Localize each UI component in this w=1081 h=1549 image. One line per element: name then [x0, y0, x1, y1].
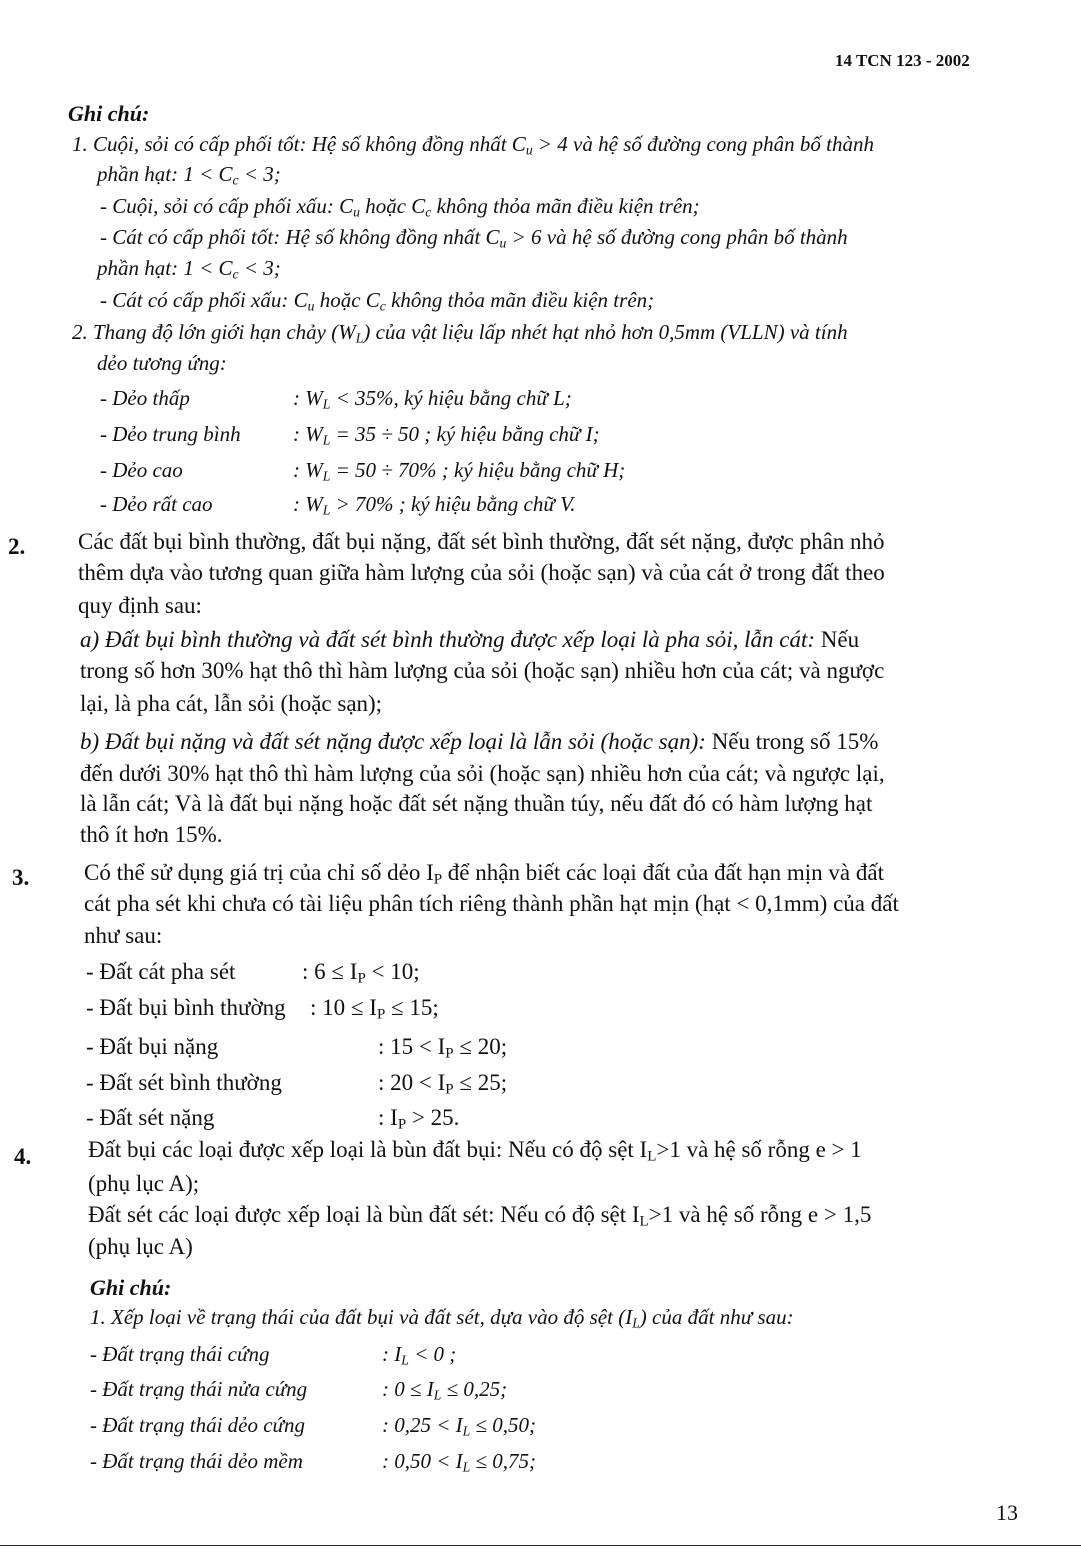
section-2-line-2: thêm dựa vào tương quan giữa hàm lượng của sỏi (hoặc sạn) và của cát ở trong đất theo: [78, 560, 885, 585]
state-label: - Đất trạng thái dẻo mềm: [90, 1449, 303, 1473]
section-2-line-1: Các đất bụi bình thường, đất bụi nặng, đất sét bình thường, đất sét nặng, được phân nhỏ: [78, 529, 885, 554]
section-2-b-line-4: thô ít hơn 15%.: [80, 822, 223, 847]
section-4-line-2: (phụ lục A);: [88, 1171, 200, 1196]
soil-type-label: - Đất sét bình thường: [86, 1070, 282, 1095]
plasticity-label: - Dẻo cao: [100, 458, 183, 482]
section-number: 4.: [14, 1144, 32, 1169]
soil-type-label: - Đất bụi bình thường: [86, 995, 286, 1020]
section-3-line-1: Có thể sử dụng giá trị của chỉ số dẻo $I_P$ để nhận biết các loại đất của đất hạn mịn và đất: [84, 860, 884, 888]
soil-type-value: : $10 \le I_P \le 15$;: [310, 995, 439, 1023]
state-label: - Đất trạng thái nửa cứng: [90, 1377, 308, 1401]
note-bullet-2-line-2: phần hạt: $1 < C_c < 3$;: [97, 256, 281, 282]
plasticity-label: - Dẻo trung bình: [100, 422, 241, 446]
soil-type-value: : $15 < I_P \le 20$;: [378, 1034, 508, 1062]
state-label: - Đất trạng thái cứng: [90, 1342, 270, 1366]
state-label: - Đất trạng thái dẻo cứng: [90, 1413, 306, 1437]
plasticity-label: - Dẻo rất cao: [100, 492, 213, 516]
section-2-b-line-1: b) Đất bụi nặng và đất sét nặng được xếp loại là lẫn sỏi (hoặc sạn): Nếu trong số 15%: [80, 729, 879, 754]
state-value: : $0 \le I_L \le 0,25$;: [382, 1377, 508, 1403]
note-bullet-2-line-1: - Cát có cấp phối tốt: Hệ số không đồng nhất $C_u > 6$ và hệ số đường cong phân bố thành: [100, 225, 848, 251]
note-item-1-line-2: phần hạt: $1 < C_c < 3$;: [97, 162, 281, 188]
section-number: 2.: [8, 534, 26, 559]
section-4-line-3: Đất sét các loại được xếp loại là bùn đất sét: Nếu có độ sệt $I_L>1$ và hệ số rỗng e > 1,5: [88, 1202, 872, 1230]
plasticity-value: : $W_L = 35 \div 50$ ; ký hiệu bằng chữ I;: [293, 422, 600, 448]
soil-type-value: : $20 < I_P \le 25$;: [378, 1070, 508, 1098]
section-3-line-3: như sau:: [84, 923, 163, 948]
section-4-line-4: (phụ lục A): [88, 1234, 193, 1259]
plasticity-label: - Dẻo thấp: [100, 386, 190, 410]
plasticity-value: : $W_L > 70\%$ ; ký hiệu bằng chữ V.: [293, 492, 576, 518]
plasticity-value: : $W_L < 35\%$, ký hiệu bằng chữ L;: [293, 386, 572, 412]
section-4-line-1: Đất bụi các loại được xếp loại là bùn đất bụi: Nếu có độ sệt $I_L>1$ và hệ số rỗng e > 1: [88, 1137, 862, 1165]
section-3-line-2: cát pha sét khi chưa có tài liệu phân tích riêng thành phần hạt mịn (hạt < 0,1mm) của đất: [84, 891, 899, 916]
soil-type-value: : $I_P > 25$.: [378, 1105, 460, 1133]
state-value: : $0,25 < I_L \le 0,50$;: [382, 1413, 537, 1439]
note-item-2-line-2: dẻo tương ứng:: [97, 351, 227, 375]
note-item-1-line-1: 1. Cuội, sỏi có cấp phối tốt: Hệ số không đồng nhất $C_u > 4$ và hệ số đường cong phân bố thành: [72, 132, 874, 158]
plasticity-value: : $W_L = 50 \div 70\%$ ; ký hiệu bằng chữ H;: [293, 458, 626, 484]
section-2-line-3: quy định sau:: [78, 593, 202, 618]
bottom-rule: [0, 1545, 1081, 1546]
soil-type-value: : $6 \le I_P < 10$;: [302, 959, 420, 987]
page-number: 13: [996, 1500, 1018, 1525]
state-value: : $I_L < 0$ ;: [382, 1342, 457, 1368]
section-2-a-line-1: a) Đất bụi bình thường và đất sét bình thường được xếp loại là pha sỏi, lẫn cát: Nếu: [80, 627, 860, 652]
note-bullet-3: - Cát có cấp phối xấu: $C_u$ hoặc $C_c$ không thỏa mãn điều kiện trên;: [100, 288, 655, 314]
document-code: 14 TCN 123 - 2002: [835, 51, 970, 70]
note-bullet-1: - Cuội, sỏi có cấp phối xấu: $C_u$ hoặc $C_c$ không thỏa mãn điều kiện trên;: [100, 194, 700, 220]
section-2-a-line-2: trong số hơn 30% hạt thô thì hàm lượng của sỏi (hoặc sạn) nhiều hơn của cát; và ngược: [80, 658, 885, 683]
soil-type-label: - Đất sét nặng: [86, 1105, 215, 1130]
section-2-b-line-3: là lẫn cát; Và là đất bụi nặng hoặc đất sét nặng thuần túy, nếu đất đó có hàm lượng hạt: [80, 791, 873, 816]
section-2-a-line-3: lại, là pha cát, lẫn sỏi (hoặc sạn);: [80, 691, 383, 716]
note-title: Ghi chú:: [90, 1275, 172, 1300]
state-value: : $0,50 < I_L \le 0,75$;: [382, 1449, 537, 1475]
soil-type-label: - Đất bụi nặng: [86, 1034, 219, 1059]
section-number: 3.: [12, 865, 30, 890]
section-2-b-line-2: đến dưới 30% hạt thô thì hàm lượng của sỏi (hoặc sạn) nhiều hơn của cát; và ngược lại,: [80, 761, 885, 786]
soil-type-label: - Đất cát pha sét: [86, 959, 236, 984]
note-title: Ghi chú:: [68, 101, 150, 126]
note-item-2-line-1: 2. Thang độ lớn giới hạn chảy $(W_L)$ của vật liệu lấp nhét hạt nhỏ hơn 0,5mm (VLLN) và tính: [72, 320, 848, 346]
note-2-item-1: 1. Xếp loại về trạng thái của đất bụi và đất sét, dựa vào độ sệt $(I_L)$ của đất như sau:: [90, 1305, 794, 1331]
